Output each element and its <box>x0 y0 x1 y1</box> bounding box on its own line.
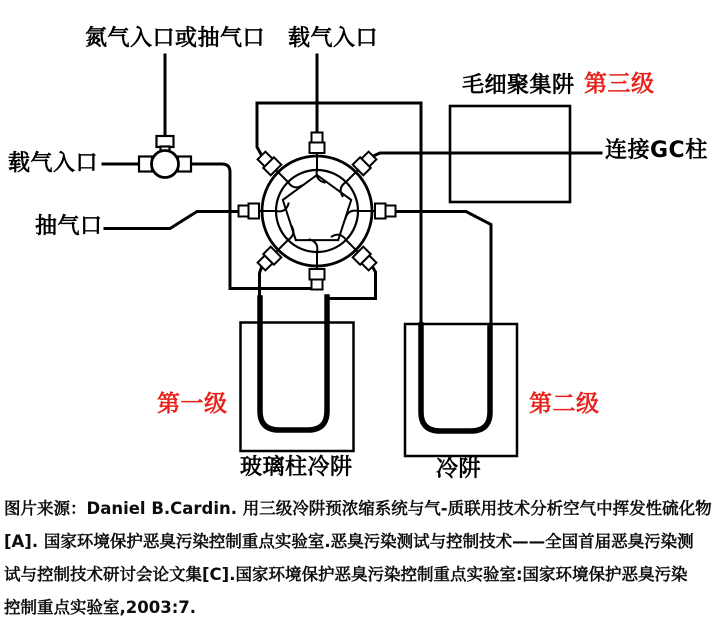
glass-trap-utube <box>260 297 327 430</box>
label-pump-port: 抽气口 <box>35 214 103 239</box>
caption-line-1: 图片来源：Daniel B.Cardin. 用三级冷阱预浓缩系统与气-质联用技术分析空气中挥发性硫化物 <box>4 499 712 518</box>
label-carrier-gas-left: 载气入口 <box>8 151 99 176</box>
label-glass-column-trap: 玻璃柱冷阱 <box>240 455 353 480</box>
pump-port-line <box>105 212 240 229</box>
cold-trap-utube <box>421 325 490 431</box>
tee-valve <box>139 136 191 178</box>
caption-line-3: 试与控制技术研讨会论文集[C].国家环境保护恶臭污染控制重点实验室:国家环境保护恶臭污染 <box>4 565 688 584</box>
tee-valve-body <box>152 151 179 178</box>
tee-valve-right-nut <box>178 157 191 172</box>
label-capillary-trap: 毛细聚集阱 <box>462 73 575 98</box>
caption-line-2: [A]. 国家环境保护恶臭污染控制重点实验室.恶臭污染测试与控制技术——全国首届恶臭污染测 <box>4 532 694 551</box>
caption-line-4: 控制重点实验室,2003:7. <box>4 598 197 617</box>
label-gc-column: 连接GC柱 <box>605 138 708 163</box>
tee-valve-left-nut <box>139 157 152 172</box>
label-cold-trap: 冷阱 <box>436 457 482 482</box>
right-port-to-trap2-line <box>394 212 491 331</box>
label-nitrogen-inlet: 氮气入口或抽气口 <box>85 26 266 51</box>
label-stage1: 第一级 <box>157 391 228 417</box>
label-carrier-gas-top: 载气入口 <box>288 26 379 51</box>
label-stage3: 第三级 <box>584 71 655 97</box>
se-port-to-trap1-line <box>328 266 376 305</box>
label-stage2: 第二级 <box>529 391 600 417</box>
image-source-caption <box>4 492 724 624</box>
rotary-valve <box>239 133 396 290</box>
tee-valve-cap <box>157 136 174 147</box>
